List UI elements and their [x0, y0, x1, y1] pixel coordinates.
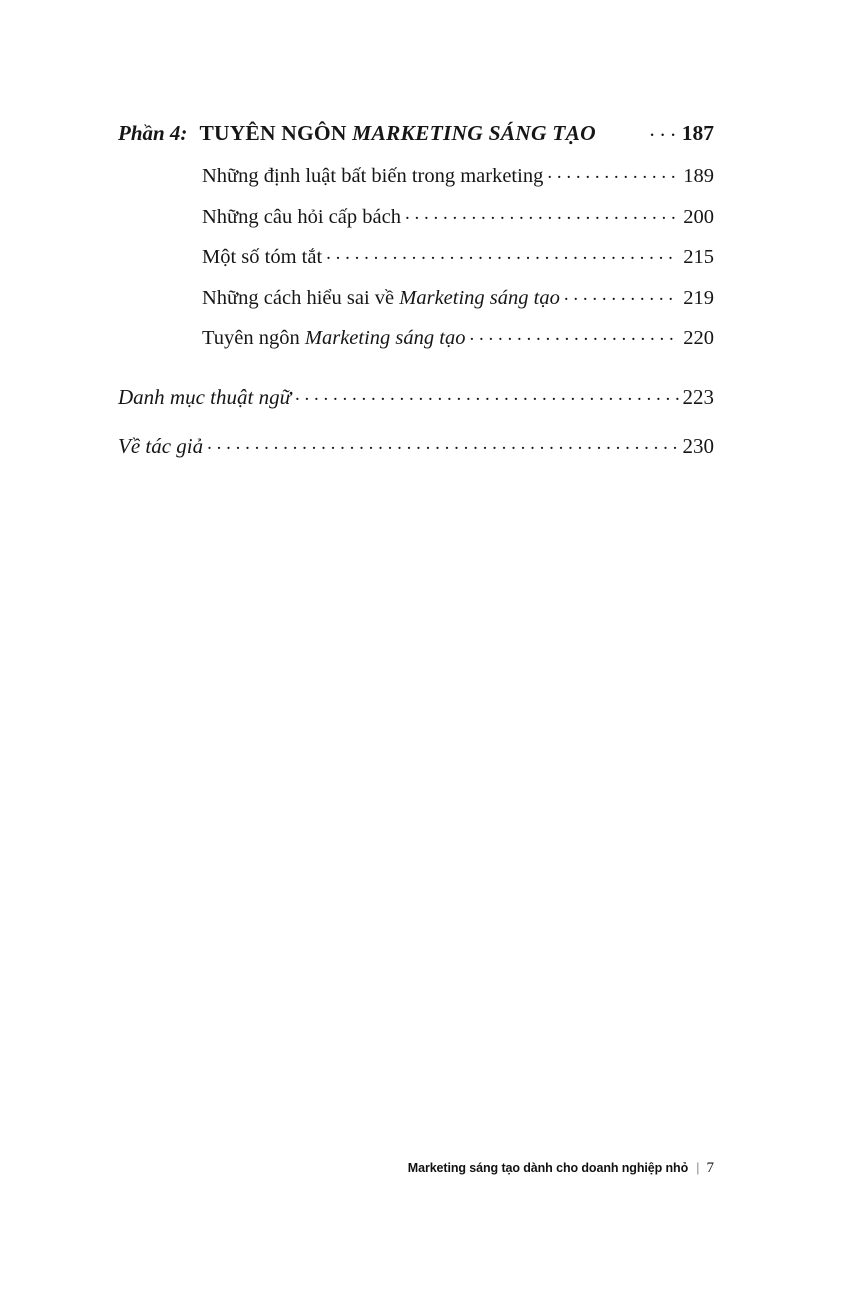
toc-back-matter-entry[interactable] — [118, 383, 714, 410]
toc-entry[interactable] — [202, 202, 714, 229]
toc-entry[interactable] — [202, 162, 714, 189]
toc-part-title-italic: MARKETING SÁNG TẠO — [352, 120, 596, 145]
toc-back-matter-page: 223 — [682, 385, 714, 409]
leader-dots — [564, 283, 679, 304]
toc-back-matter-title: Về tác giả — [118, 434, 204, 458]
toc-back-matter-page: 230 — [682, 434, 714, 458]
toc-entry-title — [202, 246, 322, 269]
toc-entry[interactable] — [202, 243, 714, 270]
table-of-contents — [118, 118, 714, 481]
leader-dots — [326, 243, 679, 264]
toc-back-matter-entry[interactable] — [118, 432, 714, 459]
leader-dots — [295, 383, 678, 404]
toc-back-matter-list — [118, 383, 714, 459]
toc-entry-page: 200 — [683, 205, 714, 228]
toc-entry-title-italic: Marketing sáng tạo — [399, 286, 560, 309]
leader-dots — [547, 162, 679, 183]
toc-entry-page: 220 — [683, 327, 714, 349]
toc-part-title — [199, 121, 595, 146]
toc-entry-page: 219 — [683, 286, 714, 309]
toc-entry-title-plain: Tuyên ngôn — [202, 327, 305, 349]
leader-dots — [469, 324, 679, 345]
footer-book-title: Marketing sáng tạo dành cho doanh nghiệp nhỏ — [407, 1161, 689, 1175]
footer-page-number: 7 — [706, 1160, 714, 1176]
footer-separator: | — [696, 1160, 700, 1175]
leader-dots — [603, 118, 676, 140]
toc-entry-title-italic: Marketing sáng tạo — [304, 327, 466, 349]
toc-entry-page: 189 — [683, 165, 714, 187]
toc-entry-title-plain: Một số tóm tắt — [202, 246, 323, 268]
page-footer — [408, 1160, 714, 1177]
toc-entry[interactable] — [202, 283, 714, 310]
toc-entry-list — [202, 162, 714, 351]
toc-part-entry — [118, 118, 714, 146]
toc-part-label: Phần 4: — [118, 120, 188, 145]
toc-part-page: 187 — [681, 120, 714, 145]
leader-dots — [207, 432, 678, 453]
toc-entry-title-plain: Những cách hiểu sai về — [202, 286, 400, 309]
toc-entry-title — [202, 327, 465, 350]
toc-entry[interactable] — [202, 324, 714, 351]
toc-part-title-plain: TUYÊN NGÔN — [199, 120, 353, 145]
leader-dots — [405, 202, 679, 223]
toc-entry-page: 215 — [683, 246, 714, 268]
toc-entry-title — [202, 206, 401, 229]
toc-entry-title-plain: Những định luật bất biến trong marketing — [202, 165, 544, 187]
toc-back-matter-title: Danh mục thuật ngữ — [118, 385, 292, 409]
toc-entry-title — [202, 165, 543, 188]
toc-entry-title-plain: Những câu hỏi cấp bách — [202, 205, 401, 228]
toc-entry-title — [202, 287, 560, 310]
